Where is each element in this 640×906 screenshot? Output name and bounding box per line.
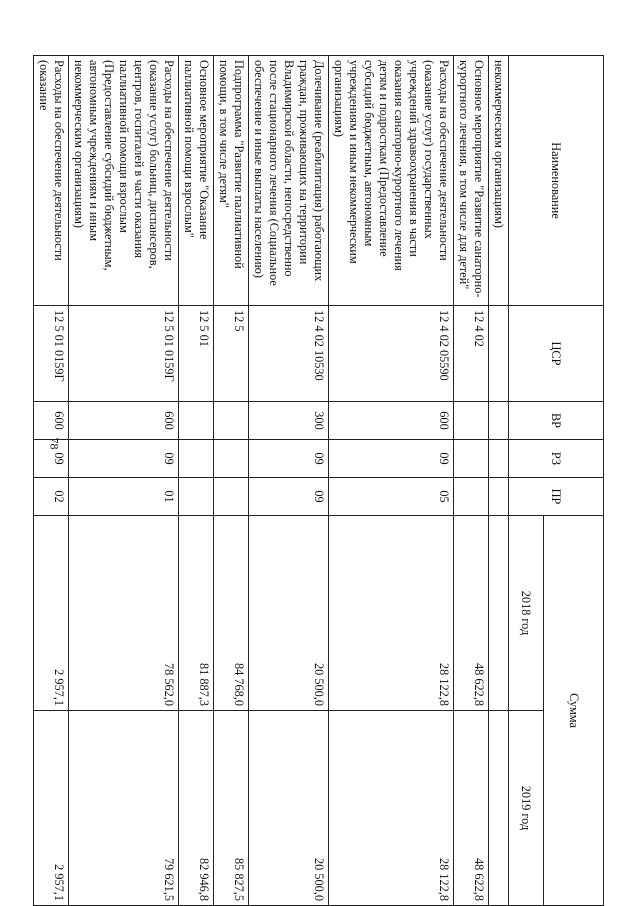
row-vr: 600 (34, 402, 69, 440)
row-rz (214, 440, 249, 478)
row-name: Расходы на обеспечение деятельности (оказание услуг) больниц, диспансеров, центров, госпиталей в части оказания паллиативной помощи взрослым (Предоставление субсидий бюджетным, автономным учреждениям и иным некоммерческим организациям) (69, 56, 179, 306)
row-csr: 12 5 (214, 306, 249, 402)
row-pr (214, 478, 249, 516)
row-pr (454, 478, 489, 516)
rotated-page (37, 55, 604, 905)
row-2018: 28 122,8 (329, 516, 454, 711)
col-header-vr: ВР (509, 402, 604, 440)
budget-table (33, 55, 604, 906)
row-2019: 82 946,8 (179, 711, 214, 906)
row-csr: 12 4 02 05590 (329, 306, 454, 402)
row-2019 (489, 711, 509, 906)
row-vr (489, 402, 509, 440)
row-2018: 48 622,8 (454, 516, 489, 711)
col-header-2018: 2018 год (509, 516, 544, 711)
table-row (329, 56, 454, 906)
row-2019: 28 122,8 (329, 711, 454, 906)
row-vr: 300 (249, 402, 329, 440)
row-rz (179, 440, 214, 478)
row-vr (214, 402, 249, 440)
row-pr: 01 (69, 478, 179, 516)
row-rz (454, 440, 489, 478)
row-vr (454, 402, 489, 440)
row-pr: 05 (329, 478, 454, 516)
row-2018: 78 562,0 (69, 516, 179, 711)
row-2018: 84 768,0 (214, 516, 249, 711)
table-row (249, 56, 329, 906)
row-csr: 12 5 01 (179, 306, 214, 402)
row-2018: 20 500,0 (249, 516, 329, 711)
row-name: Подпрограмма "Развитие паллиативной помощи, в том числе детям" (214, 56, 249, 306)
header-row (544, 56, 604, 906)
col-header-sum: Сумма (544, 516, 604, 906)
row-2019: 79 621,5 (69, 711, 179, 906)
table-row (69, 56, 179, 906)
table-row (214, 56, 249, 906)
row-rz: 09 (329, 440, 454, 478)
row-csr (489, 306, 509, 402)
row-vr: 600 (329, 402, 454, 440)
row-pr (489, 478, 509, 516)
table-row (34, 56, 69, 906)
row-vr: 600 (69, 402, 179, 440)
row-2019: 85 827,5 (214, 711, 249, 906)
row-name: Долечивание (реабилитация) работающих граждан, проживающих на территории Владимирской области, непосредственно после стационарного лечения (Социальное обеспечение и иные выплаты населению) (249, 56, 329, 306)
row-name: Расходы на обеспечение деятельности (оказание (34, 56, 69, 306)
row-name: Расходы на обеспечение деятельности (оказание услуг) государственных учреждений здравоохранения в части оказания санаторно-курортного лечения детям и подросткам (Предоставление субсидий бюджетным, автономным учреждениям и иным некоммерческим организациям) (329, 56, 454, 306)
row-name: Основное мероприятие "Развитие санаторно-курортного лечения, в том числе для детей" (454, 56, 489, 306)
row-csr: 12 5 01 0159Г (34, 306, 69, 402)
row-2019: 20 500,0 (249, 711, 329, 906)
row-rz (489, 440, 509, 478)
row-csr: 12 5 01 0159Г (69, 306, 179, 402)
col-header-name: Наименование (509, 56, 604, 306)
row-rz: 09 (34, 440, 69, 478)
col-header-csr: ЦСР (509, 306, 604, 402)
row-2019: 48 622,8 (454, 711, 489, 906)
row-2018 (489, 516, 509, 711)
page-number: 78 (47, 437, 62, 450)
col-header-pr: ПР (509, 478, 604, 516)
col-header-2019: 2019 год (509, 711, 544, 906)
table-row (454, 56, 489, 906)
row-name: Основное мероприятие "Оказание паллиативной помощи взрослым" (179, 56, 214, 306)
row-name: некоммерческим организациям) (489, 56, 509, 306)
row-pr: 02 (34, 478, 69, 516)
row-rz: 09 (69, 440, 179, 478)
row-rz: 09 (249, 440, 329, 478)
table-row (179, 56, 214, 906)
table-row (489, 56, 509, 906)
row-2018: 2 957,1 (34, 516, 69, 711)
row-2018: 81 887,3 (179, 516, 214, 711)
row-csr: 12 4 02 10530 (249, 306, 329, 402)
row-vr (179, 402, 214, 440)
row-pr (179, 478, 214, 516)
row-csr: 12 4 02 (454, 306, 489, 402)
row-2019: 2 957,1 (34, 711, 69, 906)
row-pr: 09 (249, 478, 329, 516)
col-header-rz: РЗ (509, 440, 604, 478)
